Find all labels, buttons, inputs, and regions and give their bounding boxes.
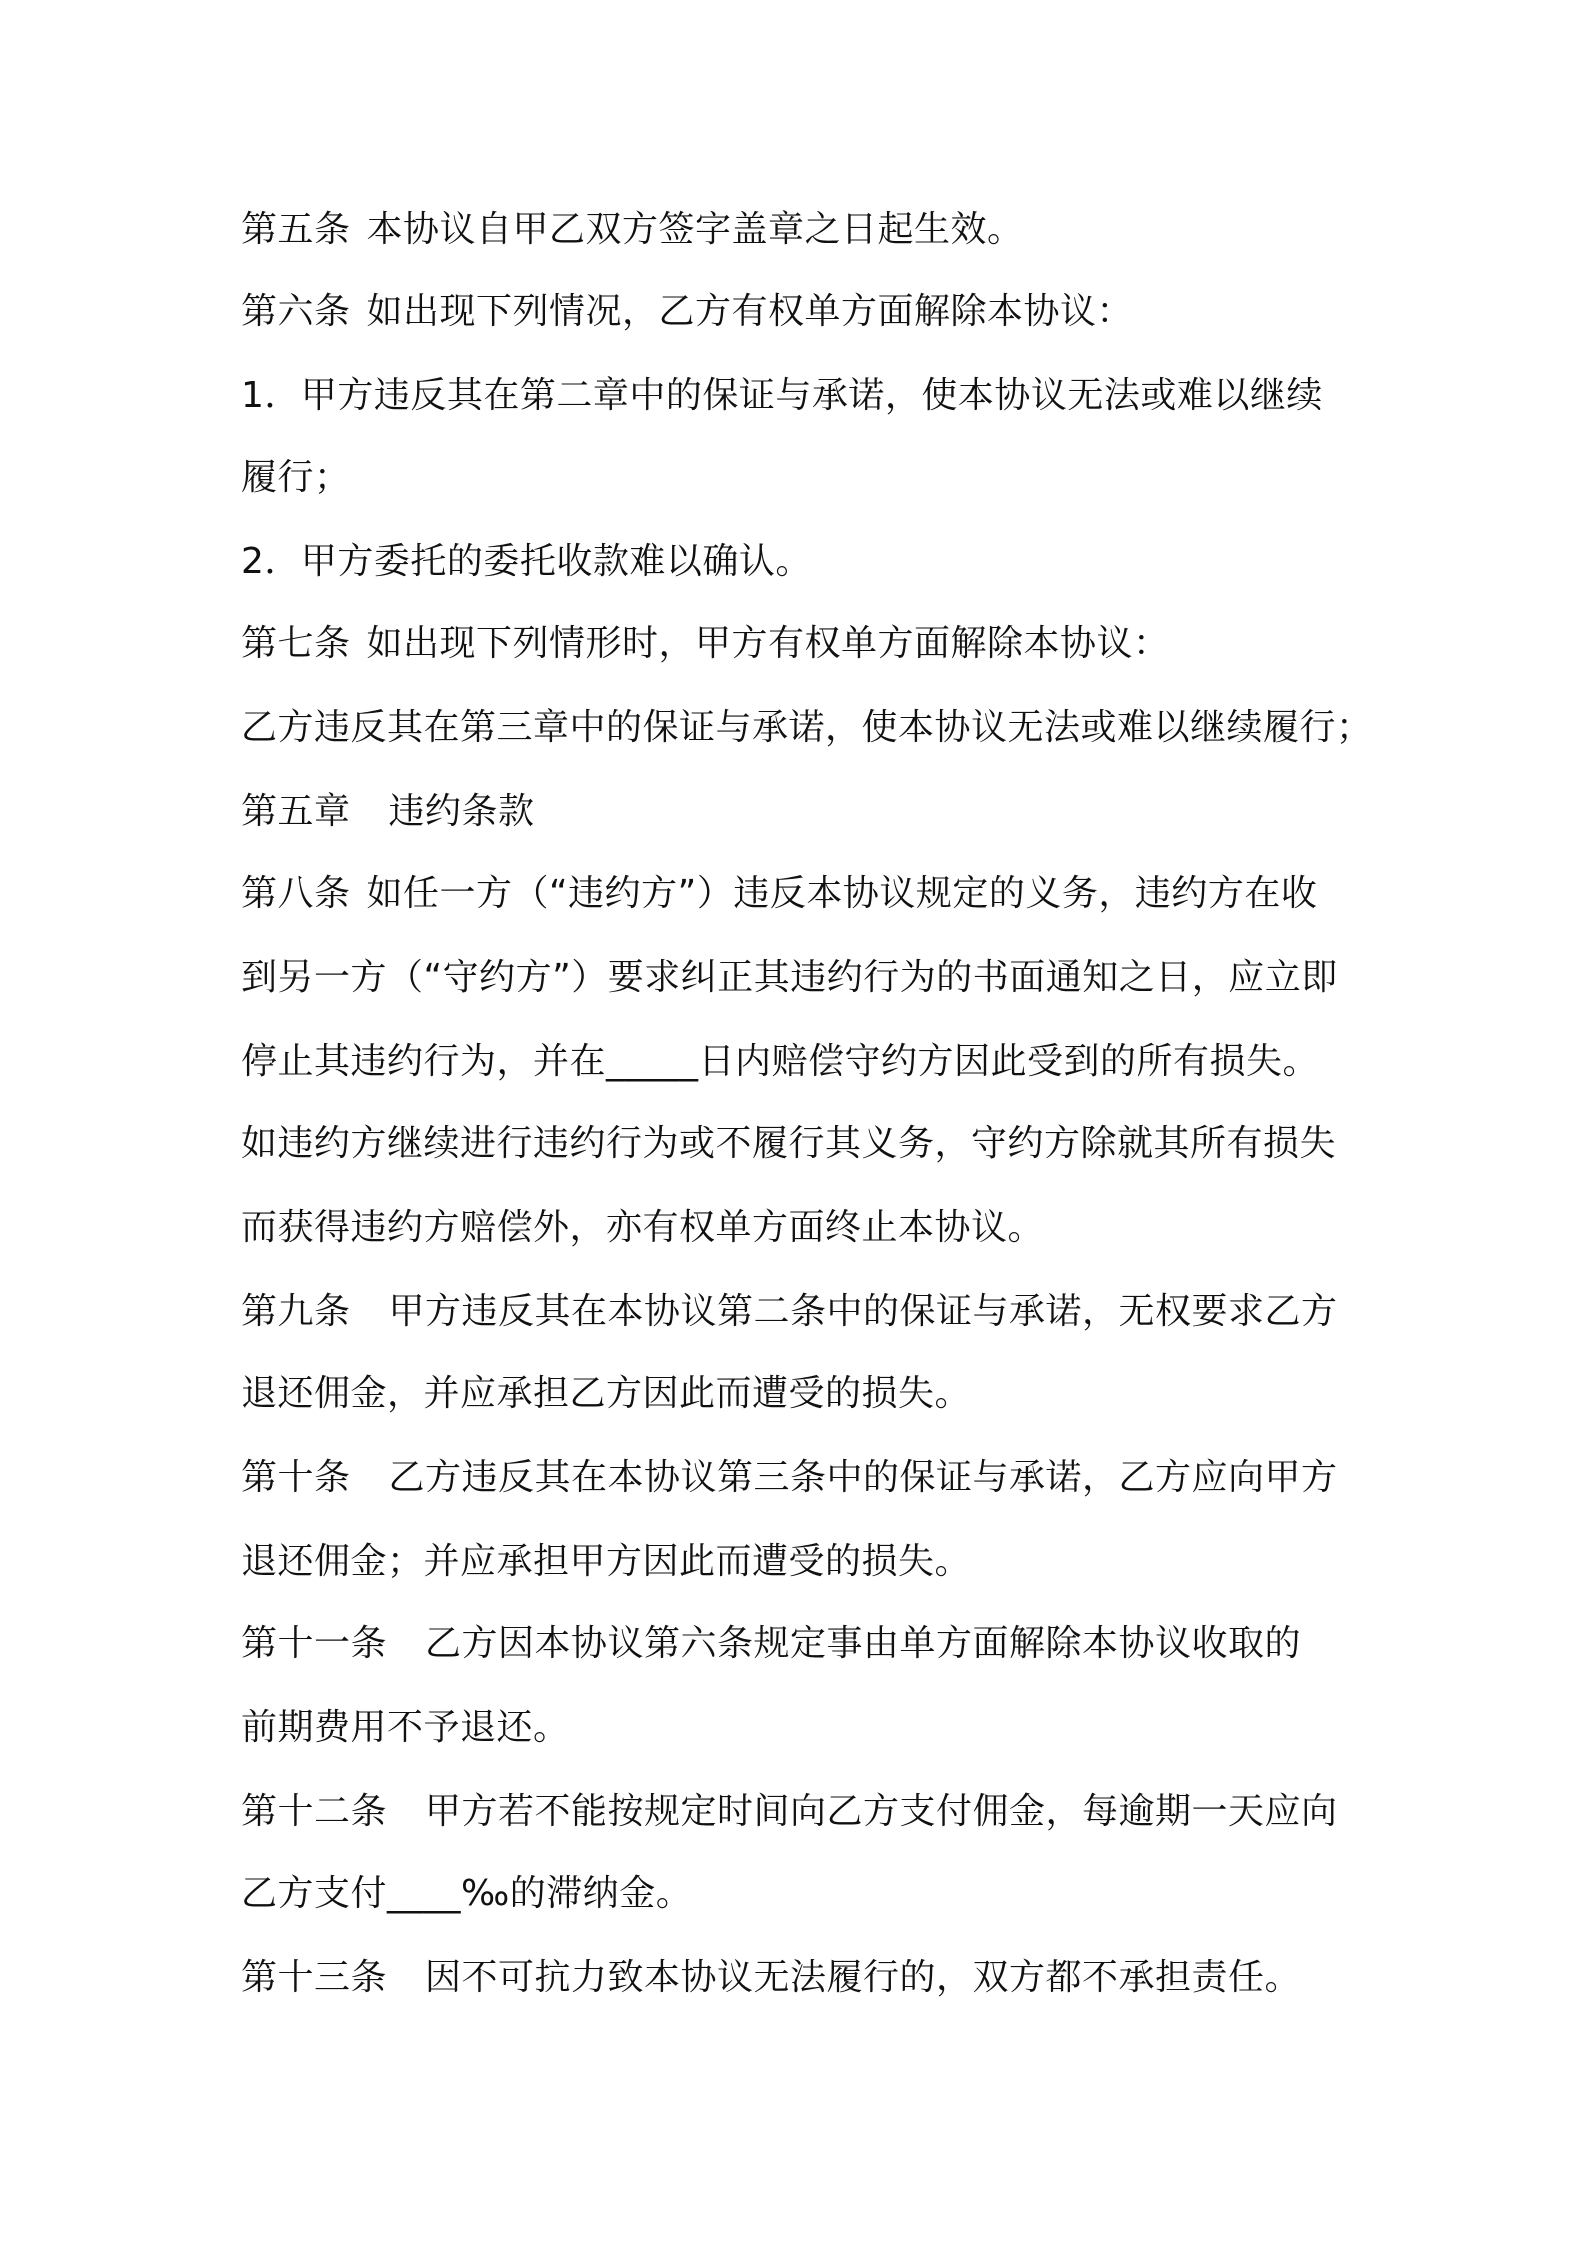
paragraph-text: 而获得违约方赔偿外，亦有权单方面终止本协议。 [241, 1207, 1045, 1248]
article-12-line [241, 1790, 1338, 1834]
paragraph-line [241, 1122, 1336, 1166]
paragraph-line [241, 1040, 1319, 1084]
paragraph-text: 1．甲方违反其在第二章中的保证与承诺，使本协议无法或难以继续 [241, 375, 1323, 416]
paragraph-line [241, 1206, 1044, 1250]
chapter-5-heading [241, 790, 535, 834]
paragraph-line [241, 374, 1323, 418]
article-label: 第五条 [241, 209, 351, 250]
paragraph-text: 前期费用不予退还。 [241, 1707, 570, 1748]
article-5-line [241, 208, 1024, 252]
article-text: 如任一方（“违约方”）违反本协议规定的义务，违约方在收 [366, 873, 1318, 914]
chapter-label: 第五章 [241, 791, 351, 832]
paragraph-line [241, 1372, 971, 1416]
article-text: 甲方若不能按规定时间向乙方支付佣金，每逾期一天应向 [425, 1791, 1338, 1832]
article-13-line [241, 1956, 1301, 2000]
paragraph-text: 退还佣金；并应承担甲方因此而遭受的损失。 [241, 1541, 972, 1582]
article-label: 第九条 [241, 1291, 351, 1332]
paragraph-text: 到另一方（“守约方”）要求纠正其违约行为的书面通知之日，应立即 [241, 957, 1338, 998]
chapter-title: 违约条款 [388, 791, 535, 832]
paragraph-text: 如违约方继续进行违约行为或不履行其义务，守约方除就其所有损失 [241, 1123, 1337, 1164]
article-label: 第十一条 [241, 1623, 388, 1664]
paragraph-text: 乙方违反其在第三章中的保证与承诺，使本协议无法或难以继续履行； [241, 707, 1373, 748]
paragraph-text: 停止其违约行为，并在_____日内赔偿守约方因此受到的所有损失。 [241, 1041, 1320, 1082]
paragraph-line [241, 456, 351, 500]
paragraph-text: 退还佣金，并应承担乙方因此而遭受的损失。 [241, 1373, 972, 1414]
paragraph-line [241, 540, 812, 584]
article-11-line [241, 1622, 1301, 1666]
paragraph-line [241, 1706, 570, 1750]
paragraph-line [241, 1540, 971, 1584]
article-10-line [241, 1456, 1338, 1500]
paragraph-line [241, 956, 1338, 1000]
article-6-line [241, 290, 1133, 334]
article-text: 如出现下列情形时，甲方有权单方面解除本协议： [366, 623, 1170, 664]
article-text: 本协议自甲乙双方签字盖章之日起生效。 [366, 209, 1024, 250]
article-label: 第十三条 [241, 1957, 388, 1998]
article-text: 如出现下列情况，乙方有权单方面解除本协议： [366, 291, 1134, 332]
article-label: 第十二条 [241, 1791, 388, 1832]
article-label: 第七条 [241, 623, 351, 664]
paragraph-line [241, 1872, 692, 1916]
paragraph-line [241, 706, 1373, 750]
article-7-line [241, 622, 1170, 666]
article-text: 甲方违反其在本协议第二条中的保证与承诺，无权要求乙方 [388, 1291, 1338, 1332]
article-8-line [241, 872, 1317, 916]
article-label: 第六条 [241, 291, 351, 332]
paragraph-text: 2．甲方委托的委托收款难以确认。 [241, 541, 812, 582]
article-9-line [241, 1290, 1338, 1334]
article-text: 乙方违反其在本协议第三条中的保证与承诺，乙方应向甲方 [388, 1457, 1338, 1498]
paragraph-text: 履行； [241, 457, 351, 498]
paragraph-text: 乙方支付____‰的滞纳金。 [241, 1873, 693, 1914]
article-text: 乙方因本协议第六条规定事由单方面解除本协议收取的 [425, 1623, 1302, 1664]
article-text: 因不可抗力致本协议无法履行的，双方都不承担责任。 [425, 1957, 1302, 1998]
article-label: 第十条 [241, 1457, 351, 1498]
article-label: 第八条 [241, 873, 351, 914]
